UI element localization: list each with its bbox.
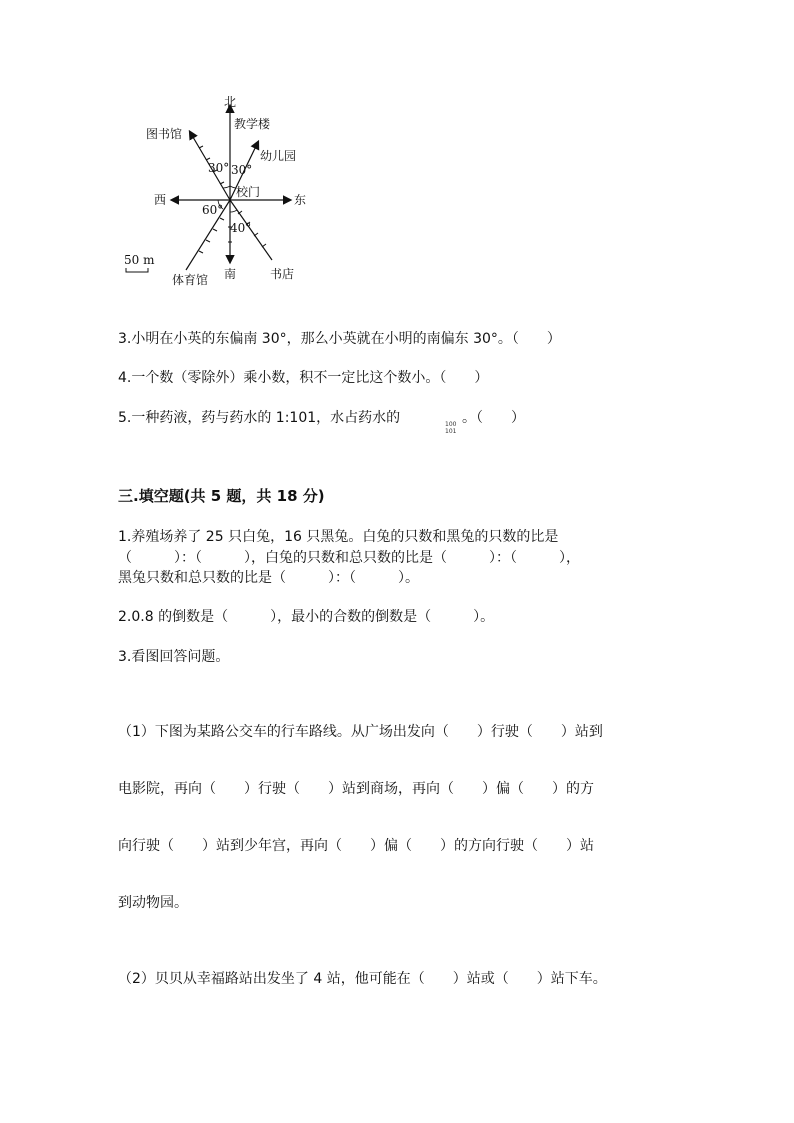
judge-question-5: 5.一种药液，药与药水的 1:101，水占药水的 — [118, 410, 401, 426]
fill-question-3-sub1-line-1: （1）下图为某路公交车的行车路线。从广场出发向（ ）行驶（ ）站到 — [118, 724, 603, 740]
library-label: 图书馆 — [146, 127, 183, 141]
fill-question-3-sub1-line-4: 到动物园。 — [118, 895, 188, 911]
fill-question-3-sub1-line-3: 向行驶（ ）站到少年宫，再向（ ）偏（ ）的方向行驶（ ）站 — [118, 838, 594, 854]
kindergarten-label: 幼儿园 — [260, 149, 297, 163]
angle-kindergarten-label: 30° — [231, 163, 253, 177]
fill-question-3-sub1-line-2: 电影院，再向（ ）行驶（ ）站到商场，再向（ ）偏（ ）的方 — [118, 781, 594, 797]
fill-question-1-line-2: （ ）：（ ），白兔的只数和总只数的比是（ ）：（ ）， — [118, 550, 580, 566]
scale-label: 50 m — [124, 253, 155, 267]
fill-question-3-sub2: （2）贝贝从幸福路站出发坐了 4 站，他可能在（ ）站或（ ）站下车。 — [118, 971, 607, 987]
fraction-denominator: 101 — [445, 428, 457, 435]
fraction-numerator: 100 — [445, 421, 457, 428]
judge-question-4: 4.一个数（零除外）乘小数，积不一定比这个数小。（ ） — [118, 370, 489, 386]
fill-question-3: 3.看图回答问题。 — [118, 649, 230, 665]
judge-question-5-tail: 。（ ） — [462, 410, 525, 426]
west-label: 西 — [154, 193, 167, 207]
south-label: 南 — [224, 267, 237, 281]
bookstore-label: 书店 — [270, 267, 295, 281]
fill-question-1-line-3: 黑兔只数和总只数的比是（ ）：（ ）。 — [118, 570, 419, 586]
fill-question-2: 2.0.8 的倒数是（ ），最小的合数的倒数是（ ）。 — [118, 609, 495, 625]
center-label: 校门 — [236, 185, 261, 199]
teaching-building-label: 教学楼 — [234, 117, 271, 131]
angle-library-label: 30° — [208, 161, 230, 175]
judge-question-3: 3.小明在小英的东偏南 30°，那么小英就在小明的南偏东 30°。（ ） — [118, 331, 561, 347]
section-title: 三.填空题(共 5 题，共 18 分) — [118, 487, 325, 505]
fraction-100-101 — [445, 421, 456, 435]
gym-label: 体育馆 — [172, 273, 209, 287]
angle-bookstore-label: 40° — [230, 221, 252, 235]
east-label: 东 — [294, 193, 307, 207]
compass-diagram — [110, 92, 330, 292]
angle-gym-label: 60° — [202, 203, 224, 217]
fill-question-1-line-1: 1.养殖场养了 25 只白兔，16 只黑兔。白兔的只数和黑兔的只数的比是 — [118, 529, 559, 545]
scale-bar — [126, 268, 148, 272]
north-label: 北 — [224, 95, 237, 109]
